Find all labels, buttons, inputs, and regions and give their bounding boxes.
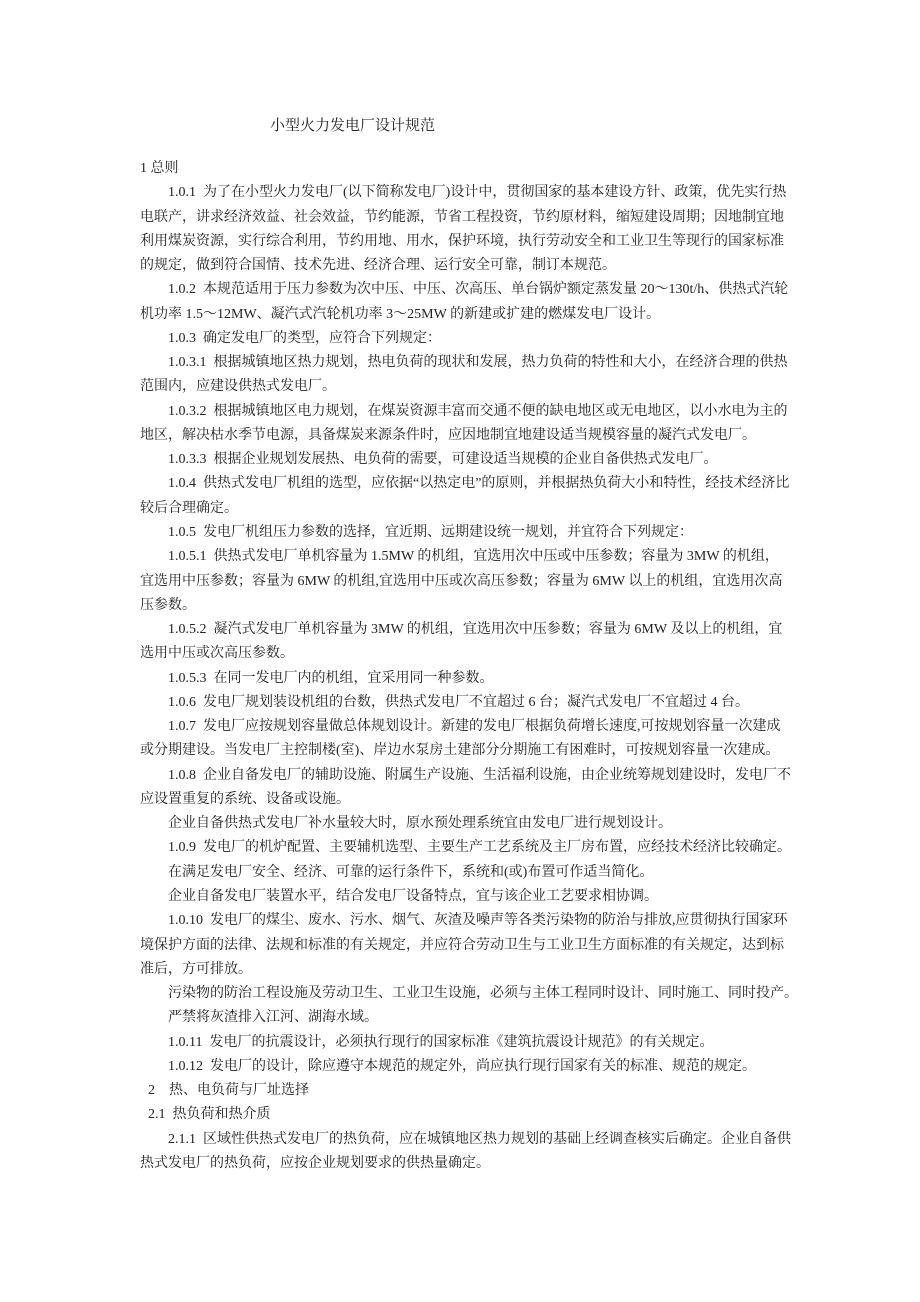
text-line: 2 热、电负荷与厂址选择 (148, 1083, 309, 1099)
text-line: 1.0.3 确定发电厂的类型，应符合下列规定： (168, 330, 441, 346)
text-line: 1.0.3.1 根据城镇地区热力规划，热电负荷的现状和发展，热力负荷的特性和大小，在经济合理的供热 (168, 355, 788, 371)
text-line: 1.0.6 发电厂规划装设机组的台数，供热式发电厂不宜超过 6 台；凝汽式发电厂不宜超过 4 台。 (168, 694, 749, 710)
document-title: 小型火力发电厂设计规范 (270, 118, 436, 134)
text-line: 1.0.4 供热式发电厂机组的选型，应依据“以热定电”的原则，并根据热负荷大小和特性，经技术经济比 (168, 476, 790, 492)
text-line: 1.0.7 发电厂应按规划容量做总体规划设计。新建的发电厂根据负荷增长速度,可按规划容量一次建成 (168, 719, 781, 735)
text-line: 机功率 1.5～12MW、凝汽式汽轮机功率 3～25MW 的新建或扩建的燃煤发电厂设计。 (140, 306, 661, 322)
text-line: 1 总则 (140, 161, 179, 176)
text-line: 企业自备发电厂装置水平，结合发电厂设备特点，宜与该企业工艺要求相协调。 (168, 888, 658, 904)
text-line: 1.0.5.2 凝汽式发电厂单机容量为 3MW 的机组，宜选用次中压参数；容量为 6MW 及以上的机组，宜 (168, 622, 783, 638)
text-line: 准后，方可排放。 (140, 961, 252, 977)
document-body (140, 157, 798, 1176)
text-line: 地区，解决枯水季节电源，具备煤炭来源条件时，应因地制宜地建设适当规模容量的凝汽式发电厂。 (140, 427, 756, 443)
text-line: 1.0.11 发电厂的抗震设计，必须执行现行的国家标准《建筑抗震设计规范》的有关规定。 (168, 1034, 714, 1050)
text-line: 2.1 热负荷和热介质 (148, 1107, 271, 1123)
text-line: 的规定，做到符合国情、技术先进、经济合理、运行安全可靠，制订本规范。 (140, 258, 616, 274)
text-line: 1.0.3.2 根据城镇地区电力规划，在煤炭资源丰富而交通不便的缺电地区或无电地区，以小水电为主的 (168, 403, 788, 419)
text-line: 2.1.1 区域性供热式发电厂的热负荷，应在城镇地区热力规划的基础上经调查核实后确定。企业自备供 (168, 1131, 791, 1147)
text-line: 电联产，讲求经济效益、社会效益，节约能源，节省工程投资，节约原材料，缩短建设周期；因地制宜地 (140, 209, 784, 225)
text-line: 1.0.5.3 在同一发电厂内的机组，宜采用同一种参数。 (168, 670, 494, 686)
text-line: 应设置重复的系统、设备或设施。 (140, 791, 350, 807)
text-line: 压参数。 (140, 597, 196, 613)
text-line: 1.0.5.1 供热式发电厂单机容量为 1.5MW 的机组，宜选用次中压或中压参数；容量为 3MW 的机组， (168, 549, 779, 565)
text-line: 污染物的防治工程设施及劳动卫生、工业卫生设施，必须与主体工程同时设计、同时施工、同时投产。 (168, 986, 798, 1002)
text-line: 1.0.1 为了在小型火力发电厂(以下简称发电厂)设计中，贯彻国家的基本建设方针、政策，优先实行热 (168, 185, 787, 201)
text-line: 境保护方面的法律、法规和标准的有关规定，并应符合劳动卫生与工业卫生方面标准的有关规定，达到标 (140, 937, 784, 953)
text-line: 较后合理确定。 (140, 500, 238, 516)
text-line: 1.0.5 发电厂机组压力参数的选择，宜近期、远期建设统一规划，并宜符合下列规定： (168, 524, 693, 540)
text-line: 企业自备供热式发电厂补水量较大时，原水预处理系统宜由发电厂进行规划设计。 (168, 816, 672, 832)
text-line: 1.0.10 发电厂的煤尘、废水、污水、烟气、灰渣及噪声等各类污染物的防治与排放,应贯彻执行国家环 (168, 913, 788, 929)
text-line: 或分期建设。当发电厂主控制楼(室)、岸边水泵房土建部分分期施工有困难时，可按规划容量一次建成。 (140, 743, 780, 759)
text-line: 选用中压或次高压参数。 (140, 646, 294, 662)
text-line: 范围内，应建设供热式发电厂。 (140, 379, 336, 395)
text-line: 1.0.2 本规范适用于压力参数为次中压、中压、次高压、单台锅炉额定蒸发量 20～130t/h、供热式汽轮 (168, 282, 789, 298)
text-line: 利用煤炭资源，实行综合利用，节约用地、用水，保护环境，执行劳动安全和工业卫生等现行的国家标准 (140, 233, 784, 249)
text-line: 1.0.9 发电厂的机炉配置、主要辅机选型、主要生产工艺系统及主厂房布置，应经技术经济比较确定。 (168, 840, 791, 856)
text-line: 1.0.3.3 根据企业规划发展热、电负荷的需要，可建设适当规模的企业自备供热式发电厂。 (168, 452, 718, 468)
text-line: 宜选用中压参数；容量为 6MW 的机组,宜选用中压或次高压参数；容量为 6MW 以上的机组，宜选用次高 (140, 573, 783, 589)
text-line: 严禁将灰渣排入江河、湖海水域。 (168, 1010, 378, 1026)
text-line: 1.0.8 企业自备发电厂的辅助设施、附属生产设施、生活福利设施，由企业统筹规划建设时，发电厂不 (168, 767, 791, 783)
text-line: 1.0.12 发电厂的设计，除应遵守本规范的规定外，尚应执行现行国家有关的标准、规范的规定。 (168, 1058, 756, 1074)
text-line: 热式发电厂的热负荷，应按企业规划要求的供热量确定。 (140, 1155, 490, 1171)
text-line: 在满足发电厂安全、经济、可靠的运行条件下，系统和(或)布置可作适当简化。 (168, 864, 654, 880)
